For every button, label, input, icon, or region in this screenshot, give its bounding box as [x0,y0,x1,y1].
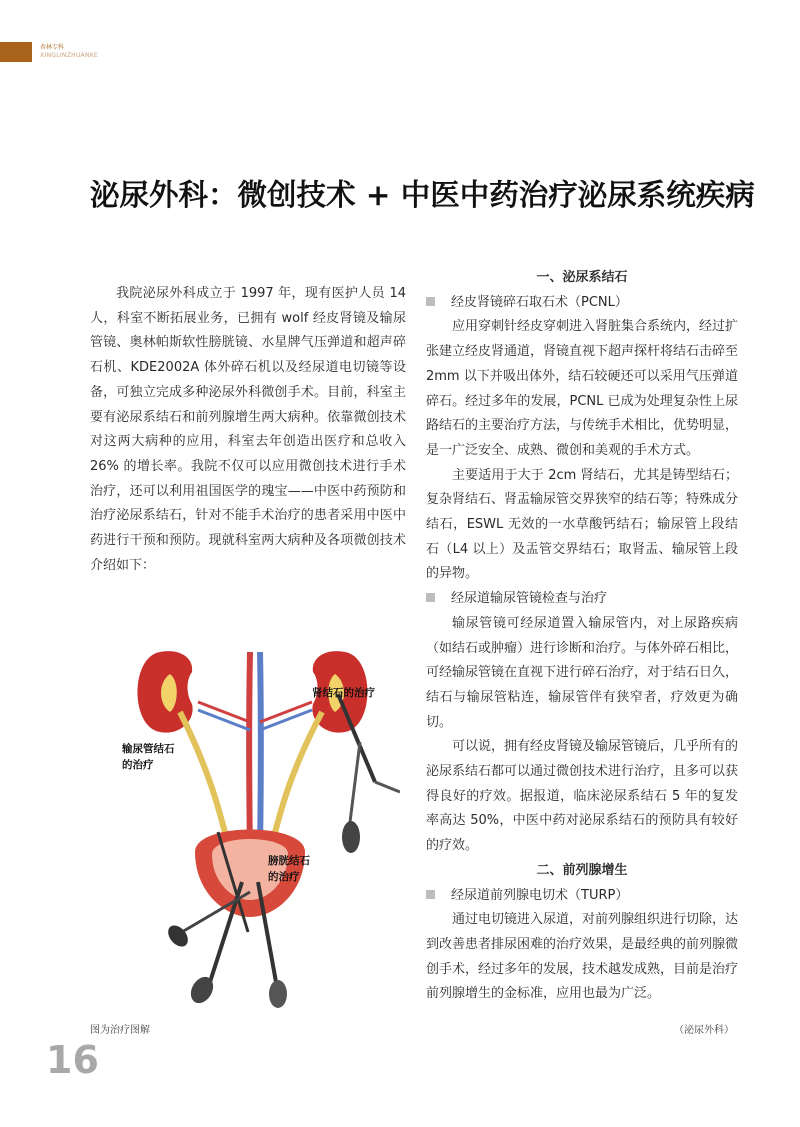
section1-sub1-text: 经皮肾镜碎石取石术（PCNL） [451,294,628,310]
label-kidney-stone: 肾结石的治疗 [312,687,375,699]
label-ureter-stone-2: 的治疗 [122,759,154,771]
department-signature: （泌尿外科） [674,1025,734,1036]
section-tab [0,42,32,62]
figure-caption: 图为治疗图解 [90,1025,150,1036]
section1-subheading-pcnl [426,291,738,316]
header-section-cn: 杏林专科 [40,44,65,51]
label-bladder-stone-2: 的治疗 [268,871,300,883]
section2-paragraph-1: 通过电切镜进入尿道，对前列腺组织进行切除，达到改善患者排尿困难的治疗效果，是最经典的前列腺微创手术，经过多年的发展，技术越发成熟，目前是治疗前列腺增生的金标准，应用也最为广泛。 [426,912,739,1002]
section1-sub2-text: 经尿道输尿管镜检查与治疗 [451,591,608,607]
bullet-square-icon [426,297,435,306]
section1-paragraph-3: 输尿管镜可经尿道置入输尿管内，对上尿路疾病（如结石或肿瘤）进行诊断和治疗。与体外碎石相比，可经输尿管镜在直视下进行碎石治疗，对于结石日久，结石与输尿管粘连，输尿管伴有狭窄者，疗效更为确切。 [426,615,739,730]
treatment-illustration [100,632,400,1014]
label-ureter-stone-1: 输尿管结石 [122,743,175,755]
page-number: 16 [46,1038,99,1082]
bullet-square-icon [426,890,435,899]
section1-subheading-ureteroscopy [426,587,738,612]
section1-paragraph-2: 主要适用于大于 2cm 肾结石，尤其是铸型结石；复杂肾结石、肾盂输尿管交界狭窄的结石等；特殊成分结石，ESWL 无效的一水草酸钙结石；输尿管上段结石（L4 以上）及盂管交界结石；取肾盂、输尿管上段的异物。 [426,467,739,582]
bullet-square-icon [426,593,435,602]
label-bladder-stone-1: 膀胱结石 [268,855,310,867]
article-title: 泌尿外科：微创技术 + 中医中药治疗泌尿系统疾病 [90,177,755,212]
header-section-en: XINGLINZHUANKE [40,52,99,59]
section1-paragraph-4: 可以说，拥有经皮肾镜及输尿管镜后，几乎所有的泌尿系结石都可以通过微创技术进行治疗，且多可以获得良好的疗效。据报道，临床泌尿系结石 5 年的复发率高达 50%，中医中药对泌尿系结石的预防具有较好的疗效。 [426,739,739,854]
section2-subheading-turp [426,884,738,909]
right-column [426,266,738,1007]
section1-paragraph-1: 应用穿刺针经皮穿刺进入肾脏集合系统内，经过扩张建立经皮肾通道，肾镜直视下超声探杆将结石击碎至 2mm 以下并吸出体外，结石较硬还可以采用气压弹道碎石。经过多年的发展，PCNL 已成为处理复杂性上尿路结石的主要治疗方法，与传统手术相比，优势明显，是一广泛安全、成熟、微创和美观的手术方式。 [426,319,739,458]
intro-paragraph: 我院泌尿外科成立于 1997 年，现有医护人员 14 人，科室不断拓展业务，已拥有 wolf 经皮肾镜及输尿管镜、奥林帕斯软性膀胱镜、水星牌气压弹道和超声碎石机、KDE2002A 体外碎石机以及经尿道电切镜等设备，可独立完成多种泌尿外科微创手术。目前，科室主要有泌尿系结石和前列腺增生两大病种。依靠微创技术对这两大病种的应用，科室去年创造出医疗和总收入 26% 的增长率。我院不仅可以应用微创技术进行手术治疗，还可以利用祖国医学的瑰宝——中医中药预防和治疗泌尿系结石，针对不能手术治疗的患者采用中医中药进行干预和预防。现就科室两大病种及各项微创技术介绍如下： [90,286,406,573]
section2-heading: 二、前列腺增生 [536,862,628,878]
section1-heading: 一、泌尿系结石 [536,270,628,285]
section2-sub1-text: 经尿道前列腺电切术（TURP） [451,887,629,903]
left-column [90,282,406,578]
